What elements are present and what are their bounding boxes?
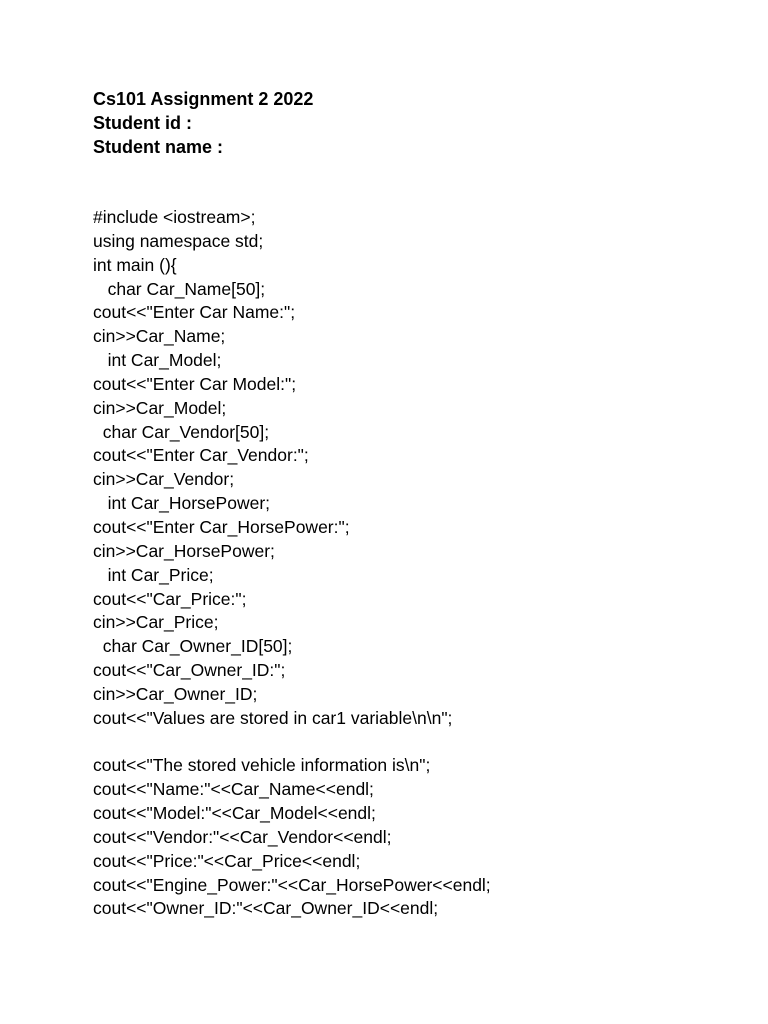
code-line: cout<<"The stored vehicle information is\n"; [93, 755, 431, 776]
assignment-title: Cs101 Assignment 2 2022 [93, 89, 314, 109]
document-header [93, 87, 693, 159]
student-id-label: Student id : [93, 113, 192, 133]
code-line: char Car_Owner_ID[50]; [93, 636, 293, 657]
code-line: int Car_Price; [93, 564, 214, 585]
code-line: cout<<"Engine_Power:"<<Car_HorsePower<<endl; [93, 874, 491, 895]
code-line: cin>>Car_Name; [93, 326, 226, 347]
code-line: cin>>Car_Price; [93, 612, 219, 633]
code-line: char Car_Name[50]; [93, 278, 266, 299]
code-line: cout<<"Name:"<<Car_Name<<endl; [93, 779, 374, 800]
code-line: cin>>Car_Vendor; [93, 469, 235, 490]
code-line [93, 731, 713, 755]
code-line: cout<<"Car_Owner_ID:"; [93, 660, 286, 681]
code-line: cin>>Car_HorsePower; [93, 540, 275, 561]
code-line: int Car_Model; [93, 350, 222, 371]
code-line: cout<<"Owner_ID:"<<Car_Owner_ID<<endl; [93, 898, 439, 919]
code-line: cout<<"Enter Car_HorsePower:"; [93, 516, 350, 537]
code-line: cout<<"Vendor:"<<Car_Vendor<<endl; [93, 826, 392, 847]
code-line: int Car_HorsePower; [93, 493, 271, 514]
code-line: cout<<"Enter Car_Vendor:"; [93, 445, 309, 466]
code-line: cout<<"Values are stored in car1 variable\n\n"; [93, 707, 453, 728]
code-line: cout<<"Enter Car Name:"; [93, 302, 296, 323]
code-line: cout<<"Enter Car Model:"; [93, 373, 297, 394]
code-line: int main (){ [93, 254, 177, 275]
code-line: cin>>Car_Model; [93, 397, 227, 418]
code-line: char Car_Vendor[50]; [93, 421, 270, 442]
code-line: cout<<"Model:"<<Car_Model<<endl; [93, 803, 376, 824]
code-line: cout<<"Price:"<<Car_Price<<endl; [93, 850, 361, 871]
code-line: cout<<"Car_Price:"; [93, 588, 247, 609]
student-name-label: Student name : [93, 137, 224, 157]
code-block [93, 206, 713, 921]
code-line: using namespace std; [93, 230, 264, 251]
code-line: #include <iostream>; [93, 207, 256, 227]
code-line: cin>>Car_Owner_ID; [93, 683, 258, 704]
